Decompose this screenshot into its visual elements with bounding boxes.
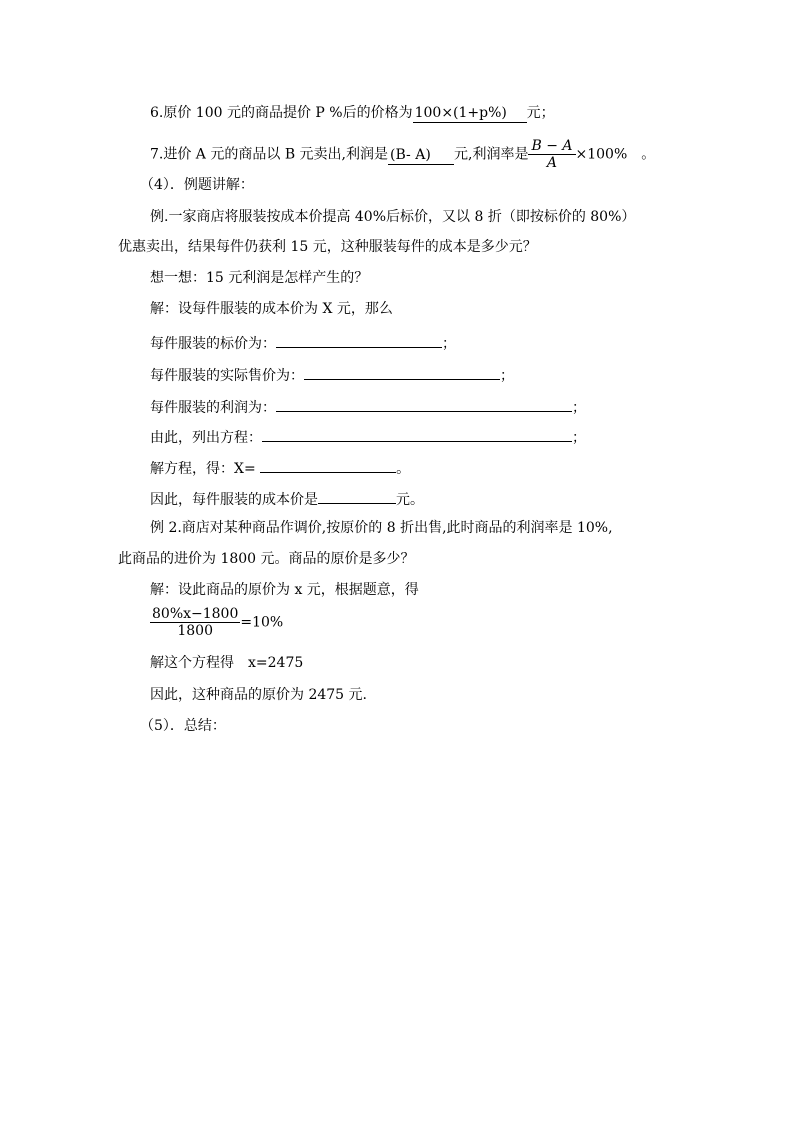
- solution-2-intro: 解：设此商品的原价为 x 元，根据题意，得: [150, 582, 419, 598]
- sale-price-blank: [304, 363, 500, 380]
- think-prompt: 想一想：15 元利润是怎样产生的？: [150, 270, 369, 286]
- profit-rate-fraction: [528, 138, 575, 171]
- solve-row: [150, 456, 410, 479]
- item-6-suffix: 元；: [526, 105, 555, 121]
- item-7: [150, 138, 655, 171]
- marked-price-row: [150, 331, 456, 354]
- section-5-heading: （5）．总结：: [140, 718, 226, 734]
- cost-label: 因此，每件服装的成本价是: [150, 492, 318, 508]
- equation-2-rhs: =10%: [240, 614, 284, 631]
- equation-label: 由此，列出方程：: [150, 430, 262, 446]
- equation-semicolon: ；: [572, 430, 586, 446]
- marked-price-semicolon: ；: [442, 336, 456, 352]
- equation-2-denominator: 1800: [177, 623, 213, 639]
- solution-2-result: 解这个方程得 x=2475: [150, 655, 304, 671]
- cost-blank: [318, 487, 396, 504]
- item-7-text: 7.进价 A 元的商品以 B 元卖出,利润是: [150, 146, 389, 163]
- item-7-suffix: ×100% 。: [575, 146, 656, 163]
- cost-suffix: 元。: [396, 492, 424, 508]
- example-1-line-1: 例.一家商店将服装按成本价提高 40%后标价，又以 8 折（即按标价的 80%）: [150, 209, 636, 225]
- fraction-denominator: A: [546, 155, 558, 171]
- marked-price-blank: [276, 331, 442, 348]
- equation-2-numerator: 80%x−1800: [152, 606, 239, 622]
- item-7-answer: (B- A): [388, 146, 454, 165]
- solve-blank: [260, 456, 396, 473]
- fraction-numerator: B − A: [528, 138, 575, 155]
- solve-label: 解方程，得：X=: [150, 461, 256, 477]
- item-6-text: 6.原价 100 元的商品提价 P %后的价格为: [150, 105, 413, 121]
- solution-1-intro: 解：设每件服装的成本价为 X 元，那么: [150, 301, 393, 317]
- example-1-line-2: 优惠卖出，结果每件仍获利 15 元，这种服装每件的成本是多少元？: [118, 239, 537, 255]
- sale-price-label: 每件服装的实际售价为：: [150, 368, 304, 384]
- example-2-line-1: 例 2.商店对某种商品作调价,按原价的 8 折出售,此时商品的利润率是 10%,: [150, 520, 613, 536]
- profit-blank: [276, 395, 572, 412]
- sale-price-row: [150, 363, 514, 386]
- marked-price-label: 每件服装的标价为：: [150, 336, 276, 352]
- equation-row: [150, 425, 586, 448]
- section-4-heading: （4）．例题讲解：: [140, 177, 254, 193]
- item-7-mid: 元,利润率是: [454, 146, 529, 163]
- profit-label: 每件服装的利润为：: [150, 400, 276, 416]
- solution-2-conclusion: 因此，这种商品的原价为 2475 元.: [150, 687, 367, 703]
- equation-2-fraction: [150, 606, 240, 639]
- item-6: [150, 103, 555, 123]
- item-6-answer: 100×(1+p%): [413, 104, 527, 123]
- solve-period: 。: [396, 461, 411, 477]
- equation-2: [150, 606, 283, 639]
- example-2-line-2: 此商品的进价为 1800 元。商品的原价是多少？: [118, 551, 415, 567]
- profit-semicolon: ；: [572, 400, 586, 416]
- equation-blank: [262, 425, 572, 442]
- sale-price-semicolon: ；: [500, 368, 514, 384]
- profit-row: [150, 395, 586, 418]
- cost-row: [150, 487, 424, 510]
